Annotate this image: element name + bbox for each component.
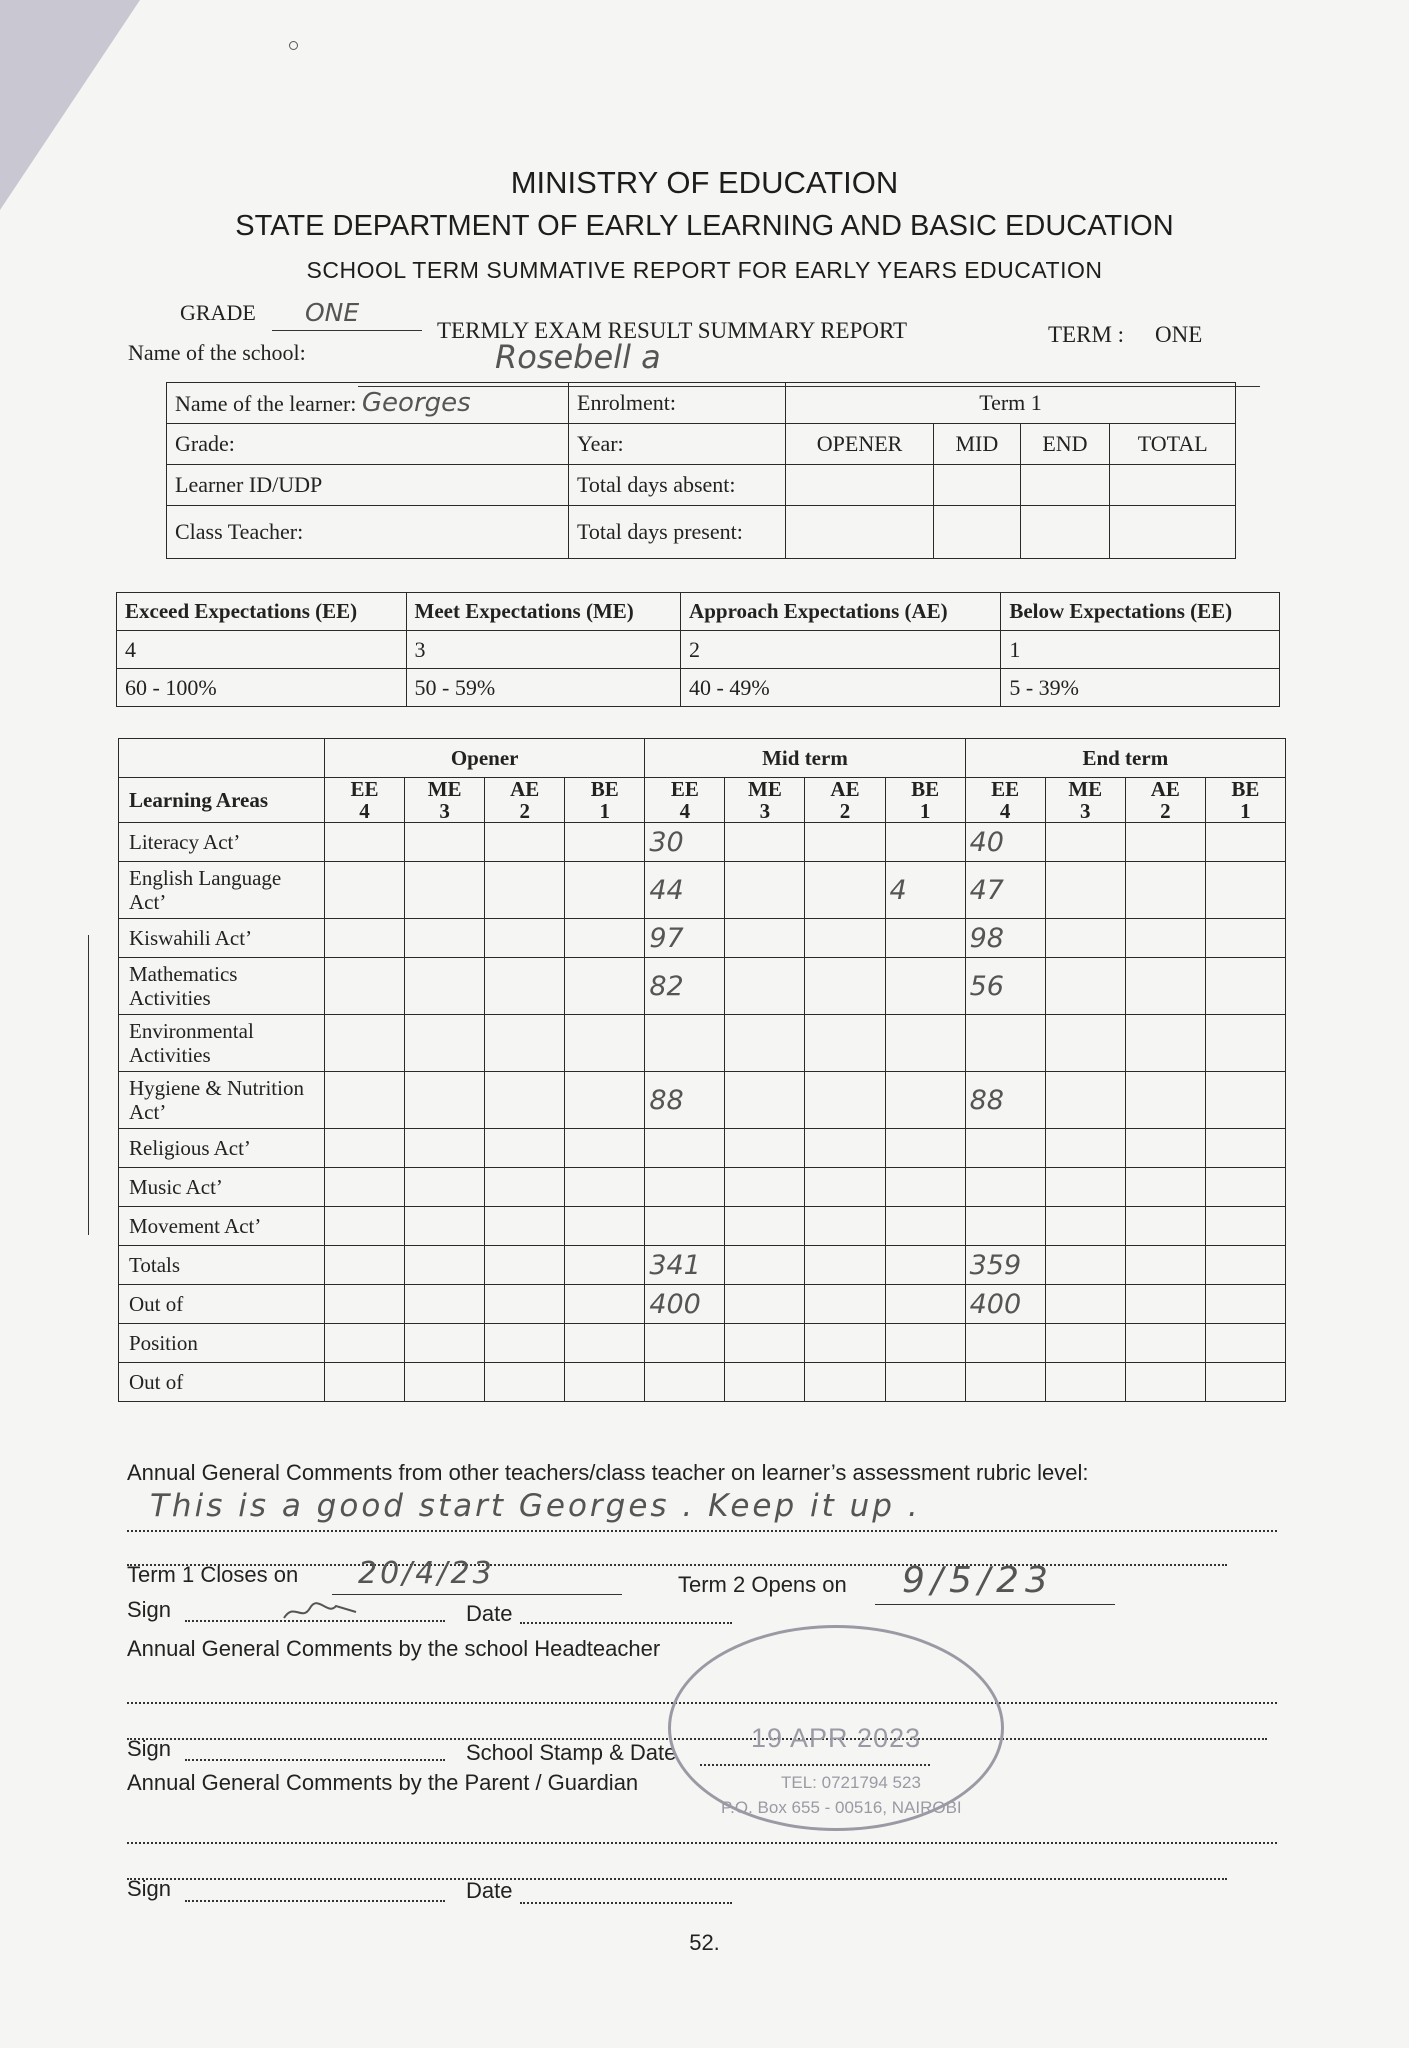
stamp-box: P.O. Box 655 - 00516, NAIROBI bbox=[721, 1798, 962, 1817]
score-cell bbox=[325, 862, 405, 919]
learning-area-label: Out of bbox=[119, 1363, 325, 1402]
score-cell bbox=[565, 1072, 645, 1129]
teacher-date-label: Date bbox=[466, 1601, 513, 1626]
score-cell bbox=[1125, 919, 1205, 958]
rubric-table bbox=[116, 592, 1280, 707]
learning-area-label: Music Act’ bbox=[119, 1168, 325, 1207]
score-cell bbox=[405, 1072, 485, 1129]
score-cell bbox=[725, 1363, 805, 1402]
score-cell bbox=[1125, 1207, 1205, 1246]
score-mid-ee bbox=[645, 1207, 725, 1246]
score-cell bbox=[1205, 1015, 1285, 1072]
score-cell bbox=[725, 1246, 805, 1285]
col-total: TOTAL bbox=[1110, 424, 1236, 465]
score-cell bbox=[1125, 1168, 1205, 1207]
score-cell bbox=[485, 1168, 565, 1207]
score-cell bbox=[885, 1168, 965, 1207]
score-cell bbox=[725, 1015, 805, 1072]
score-cell bbox=[1205, 1129, 1285, 1168]
score-cell bbox=[325, 1285, 405, 1324]
table-row bbox=[119, 1246, 1286, 1285]
sub-level: 4 bbox=[999, 799, 1011, 823]
score-cell bbox=[805, 1129, 885, 1168]
sub-code: EE bbox=[350, 777, 379, 801]
sub-col-ae-0 bbox=[485, 778, 565, 823]
rubric-header-ee: Exceed Expectations (EE) bbox=[117, 593, 407, 631]
sub-code: BE bbox=[590, 777, 619, 801]
term2-opens-label: Term 2 Opens on bbox=[678, 1572, 847, 1597]
rubric-level-4: 4 bbox=[117, 631, 407, 669]
score-cell bbox=[565, 958, 645, 1015]
score-end-ee: 400 bbox=[965, 1285, 1045, 1324]
page-number: 52. bbox=[689, 1930, 720, 1955]
score-cell bbox=[1125, 1363, 1205, 1402]
learner-id-label: Learner ID/UDP bbox=[167, 465, 569, 506]
grade-cell-label: Grade: bbox=[167, 424, 569, 465]
score-mid-ee: 341 bbox=[645, 1246, 725, 1285]
score-cell bbox=[565, 1363, 645, 1402]
score-cell bbox=[325, 823, 405, 862]
score-cell bbox=[805, 1015, 885, 1072]
score-cell bbox=[485, 1129, 565, 1168]
table-row bbox=[119, 958, 1286, 1015]
parent-date-line bbox=[520, 1902, 732, 1904]
sub-col-be-2 bbox=[1205, 778, 1285, 823]
school-label: Name of the school: bbox=[128, 340, 306, 365]
table-row bbox=[119, 1072, 1286, 1129]
period-end: End term bbox=[965, 739, 1285, 778]
learning-area-label: Religious Act’ bbox=[119, 1129, 325, 1168]
score-cell bbox=[325, 1129, 405, 1168]
term2-opens-value: 9/5/23 bbox=[902, 1560, 1054, 1601]
score-cell bbox=[325, 1072, 405, 1129]
score-cell bbox=[885, 1072, 965, 1129]
present-label: Total days present: bbox=[569, 506, 786, 559]
sub-code: ME bbox=[427, 777, 462, 801]
score-mid-ee: 44 bbox=[645, 862, 725, 919]
results-table bbox=[118, 738, 1286, 1402]
score-cell bbox=[405, 862, 485, 919]
score-cell bbox=[725, 823, 805, 862]
learner-name-label: Name of the learner: bbox=[175, 391, 357, 416]
learning-area-label: Mathematics Activities bbox=[119, 958, 325, 1015]
table-row bbox=[119, 1207, 1286, 1246]
score-mid-ee: 88 bbox=[645, 1072, 725, 1129]
score-cell bbox=[565, 1246, 645, 1285]
score-cell bbox=[485, 1285, 565, 1324]
term1-closes-line bbox=[332, 1594, 622, 1595]
sub-level: 1 bbox=[599, 799, 611, 823]
score-cell bbox=[1045, 862, 1125, 919]
score-cell bbox=[405, 1168, 485, 1207]
teacher-signature bbox=[280, 1598, 360, 1626]
sub-code: AE bbox=[830, 777, 860, 801]
score-mid-ee: 400 bbox=[645, 1285, 725, 1324]
score-cell bbox=[805, 1207, 885, 1246]
score-cell bbox=[885, 1015, 965, 1072]
sub-col-me-2 bbox=[1045, 778, 1125, 823]
score-end-ee bbox=[965, 1207, 1045, 1246]
score-cell bbox=[325, 1207, 405, 1246]
score-cell bbox=[565, 1168, 645, 1207]
score-cell bbox=[405, 1363, 485, 1402]
score-cell bbox=[885, 1207, 965, 1246]
score-cell bbox=[565, 919, 645, 958]
score-cell bbox=[805, 958, 885, 1015]
score-mid-ee bbox=[645, 1168, 725, 1207]
score-cell bbox=[725, 919, 805, 958]
score-cell bbox=[805, 823, 885, 862]
score-cell bbox=[405, 823, 485, 862]
score-cell bbox=[885, 1324, 965, 1363]
score-cell bbox=[725, 1168, 805, 1207]
head-sign-label: Sign bbox=[127, 1736, 172, 1761]
score-cell bbox=[1045, 1168, 1125, 1207]
stamp-date-label: School Stamp & Date bbox=[466, 1740, 677, 1765]
sub-col-ee-1 bbox=[645, 778, 725, 823]
score-cell bbox=[405, 1207, 485, 1246]
score-cell bbox=[565, 862, 645, 919]
score-cell bbox=[325, 1324, 405, 1363]
parent-date-label: Date bbox=[466, 1878, 513, 1903]
learning-area-label: English Language Act’ bbox=[119, 862, 325, 919]
learner-name-cell bbox=[167, 383, 569, 424]
score-mid-ee bbox=[645, 1015, 725, 1072]
score-end-ee bbox=[965, 1015, 1045, 1072]
score-cell bbox=[405, 958, 485, 1015]
score-cell bbox=[485, 1207, 565, 1246]
score-end-ee: 98 bbox=[965, 919, 1045, 958]
learner-name-value: Georges bbox=[361, 388, 471, 418]
score-cell bbox=[565, 1129, 645, 1168]
learning-area-label: Position bbox=[119, 1324, 325, 1363]
score-cell bbox=[485, 919, 565, 958]
term-header: Term 1 bbox=[786, 383, 1236, 424]
score-cell bbox=[1125, 1129, 1205, 1168]
score-cell bbox=[565, 1285, 645, 1324]
score-cell bbox=[485, 1246, 565, 1285]
score-cell bbox=[485, 823, 565, 862]
score-end-ee bbox=[965, 1168, 1045, 1207]
score-cell bbox=[1205, 1285, 1285, 1324]
learning-areas-label: Learning Areas bbox=[119, 778, 325, 823]
sub-level: 3 bbox=[439, 799, 450, 823]
score-cell bbox=[1125, 1015, 1205, 1072]
score-cell bbox=[725, 958, 805, 1015]
score-end-ee: 88 bbox=[965, 1072, 1045, 1129]
score-cell bbox=[565, 823, 645, 862]
punch-hole bbox=[289, 41, 298, 50]
score-cell bbox=[725, 1324, 805, 1363]
stamp-tel: TEL: 0721794 523 bbox=[781, 1773, 921, 1792]
parent-sign-label: Sign bbox=[127, 1876, 172, 1901]
year-label: Year: bbox=[569, 424, 786, 465]
sub-level: 1 bbox=[1240, 799, 1251, 823]
score-cell bbox=[1125, 958, 1205, 1015]
score-cell bbox=[565, 1015, 645, 1072]
score-cell bbox=[885, 919, 965, 958]
sub-code: AE bbox=[510, 777, 540, 801]
table-row bbox=[119, 1363, 1286, 1402]
score-cell bbox=[1205, 958, 1285, 1015]
score-mid-ee: 30 bbox=[645, 823, 725, 862]
score-cell bbox=[325, 1168, 405, 1207]
score-end-ee bbox=[965, 1129, 1045, 1168]
score-cell bbox=[1205, 919, 1285, 958]
summary-title: TERMLY EXAM RESULT SUMMARY REPORT bbox=[437, 318, 908, 343]
rubric-header-me: Meet Expectations (ME) bbox=[406, 593, 681, 631]
head-sign-line bbox=[185, 1759, 445, 1761]
score-cell bbox=[1125, 1285, 1205, 1324]
score-cell bbox=[805, 1072, 885, 1129]
score-cell bbox=[1045, 823, 1125, 862]
headteacher-comments-label: Annual General Comments by the school Headteacher bbox=[127, 1636, 661, 1661]
score-cell bbox=[725, 1129, 805, 1168]
score-cell bbox=[885, 1246, 965, 1285]
table-row bbox=[119, 1129, 1286, 1168]
period-mid: Mid term bbox=[645, 739, 965, 778]
learning-area-label: Out of bbox=[119, 1285, 325, 1324]
score-cell bbox=[325, 919, 405, 958]
score-cell bbox=[885, 1285, 965, 1324]
grade-underline bbox=[272, 330, 422, 331]
score-cell bbox=[885, 823, 965, 862]
score-cell bbox=[725, 1207, 805, 1246]
score-cell bbox=[725, 862, 805, 919]
rubric-range-me: 50 - 59% bbox=[406, 669, 681, 707]
period-opener: Opener bbox=[325, 739, 645, 778]
score-cell bbox=[1045, 1246, 1125, 1285]
score-cell bbox=[1205, 1324, 1285, 1363]
rubric-header-be: Below Expectations (EE) bbox=[1001, 593, 1280, 631]
school-stamp bbox=[668, 1625, 1004, 1831]
score-cell bbox=[1205, 1072, 1285, 1129]
score-cell bbox=[565, 1207, 645, 1246]
table-row bbox=[119, 1324, 1286, 1363]
learning-area-label: Environmental Activities bbox=[119, 1015, 325, 1072]
report-title: SCHOOL TERM SUMMATIVE REPORT FOR EARLY YEARS EDUCATION bbox=[306, 257, 1103, 283]
learning-area-label: Movement Act’ bbox=[119, 1207, 325, 1246]
score-cell bbox=[405, 1015, 485, 1072]
score-mid-ee: 82 bbox=[645, 958, 725, 1015]
score-cell bbox=[485, 1072, 565, 1129]
learning-area-label: Hygiene & Nutrition Act’ bbox=[119, 1072, 325, 1129]
score-end-ee: 47 bbox=[965, 862, 1045, 919]
school-value: Rosebell a bbox=[495, 338, 661, 376]
score-cell bbox=[485, 862, 565, 919]
score-cell bbox=[1205, 1246, 1285, 1285]
stamp-date: 19 APR 2023 bbox=[751, 1723, 922, 1753]
score-end-ee: 359 bbox=[965, 1246, 1045, 1285]
col-end: END bbox=[1020, 424, 1110, 465]
score-cell bbox=[565, 1324, 645, 1363]
parent-line-2 bbox=[127, 1878, 1227, 1880]
sub-code: BE bbox=[1231, 777, 1260, 801]
enrolment-label: Enrolment: bbox=[569, 383, 786, 424]
score-cell bbox=[1045, 1324, 1125, 1363]
sub-col-ee-0 bbox=[325, 778, 405, 823]
rubric-range-be: 5 - 39% bbox=[1001, 669, 1280, 707]
table-row bbox=[119, 1285, 1286, 1324]
sub-code: ME bbox=[1068, 777, 1103, 801]
score-cell bbox=[405, 1246, 485, 1285]
sub-level: 3 bbox=[1079, 799, 1091, 823]
sub-col-me-1 bbox=[725, 778, 805, 823]
sub-col-ae-2 bbox=[1125, 778, 1205, 823]
score-cell bbox=[1205, 1363, 1285, 1402]
score-cell bbox=[405, 1324, 485, 1363]
score-cell bbox=[1045, 1285, 1125, 1324]
score-cell bbox=[1045, 1129, 1125, 1168]
term1-closes-label: Term 1 Closes on bbox=[127, 1562, 299, 1587]
score-end-ee: 56 bbox=[965, 958, 1045, 1015]
score-cell bbox=[1045, 958, 1125, 1015]
sub-col-be-1 bbox=[885, 778, 965, 823]
score-cell bbox=[725, 1285, 805, 1324]
score-cell bbox=[1125, 823, 1205, 862]
term-value: ONE bbox=[1155, 322, 1203, 347]
table-row bbox=[119, 1168, 1286, 1207]
sub-level: 2 bbox=[519, 799, 530, 823]
sub-level: 4 bbox=[679, 799, 691, 823]
rubric-range-ee: 60 - 100% bbox=[117, 669, 407, 707]
grade-label: GRADE bbox=[180, 300, 256, 325]
score-cell bbox=[325, 1246, 405, 1285]
absent-label: Total days absent: bbox=[569, 465, 786, 506]
term-label: TERM : bbox=[1048, 322, 1125, 347]
score-cell bbox=[325, 1015, 405, 1072]
rubric-level-3: 3 bbox=[406, 631, 681, 669]
score-cell bbox=[805, 1168, 885, 1207]
score-mid-be: 4 bbox=[885, 862, 965, 919]
score-cell bbox=[1045, 1072, 1125, 1129]
score-mid-ee bbox=[645, 1129, 725, 1168]
sub-level: 4 bbox=[359, 799, 370, 823]
score-cell bbox=[1125, 862, 1205, 919]
score-cell bbox=[885, 958, 965, 1015]
learning-area-label: Totals bbox=[119, 1246, 325, 1285]
score-cell bbox=[1205, 1207, 1285, 1246]
rubric-header-ae: Approach Expectations (AE) bbox=[681, 593, 1001, 631]
score-cell bbox=[805, 1246, 885, 1285]
score-cell bbox=[485, 1015, 565, 1072]
score-mid-ee bbox=[645, 1324, 725, 1363]
score-cell bbox=[405, 919, 485, 958]
score-mid-ee: 97 bbox=[645, 919, 725, 958]
ministry-title: MINISTRY OF EDUCATION bbox=[510, 165, 899, 200]
parent-sign-line bbox=[185, 1900, 445, 1902]
score-cell bbox=[325, 958, 405, 1015]
parent-line-1 bbox=[127, 1842, 1277, 1844]
score-cell bbox=[1205, 1168, 1285, 1207]
score-end-ee: 40 bbox=[965, 823, 1045, 862]
comment-line-1 bbox=[127, 1530, 1277, 1532]
score-cell bbox=[405, 1129, 485, 1168]
sub-code: AE bbox=[1150, 777, 1180, 801]
score-cell bbox=[485, 1363, 565, 1402]
score-cell bbox=[805, 1285, 885, 1324]
sub-col-me-0 bbox=[405, 778, 485, 823]
term1-closes-value: 20/4/23 bbox=[358, 1556, 495, 1591]
score-cell bbox=[1205, 823, 1285, 862]
score-end-ee bbox=[965, 1363, 1045, 1402]
score-cell bbox=[805, 1363, 885, 1402]
margin-line bbox=[88, 935, 89, 1235]
score-cell bbox=[885, 1363, 965, 1402]
score-cell bbox=[1045, 1207, 1125, 1246]
rubric-level-1: 1 bbox=[1001, 631, 1280, 669]
parent-comments-label: Annual General Comments by the Parent / Guardian bbox=[127, 1770, 639, 1795]
table-row bbox=[119, 862, 1286, 919]
term2-opens-line bbox=[875, 1604, 1115, 1605]
table-row bbox=[119, 919, 1286, 958]
class-teacher-label: Class Teacher: bbox=[167, 506, 569, 559]
score-cell bbox=[325, 1363, 405, 1402]
learner-info-table bbox=[166, 382, 1236, 559]
score-cell bbox=[1045, 1015, 1125, 1072]
score-cell bbox=[885, 1129, 965, 1168]
score-cell bbox=[805, 862, 885, 919]
score-cell bbox=[1125, 1246, 1205, 1285]
sub-level: 3 bbox=[759, 799, 771, 823]
sub-level: 1 bbox=[919, 799, 931, 823]
col-mid: MID bbox=[934, 424, 1020, 465]
sub-code: EE bbox=[991, 777, 1020, 801]
table-row bbox=[119, 823, 1286, 862]
score-cell bbox=[1045, 1363, 1125, 1402]
score-mid-ee bbox=[645, 1363, 725, 1402]
sub-code: EE bbox=[670, 777, 699, 801]
score-end-ee bbox=[965, 1324, 1045, 1363]
department-title: STATE DEPARTMENT OF EARLY LEARNING AND BASIC EDUCATION bbox=[235, 210, 1174, 242]
col-opener: OPENER bbox=[786, 424, 934, 465]
score-cell bbox=[1045, 919, 1125, 958]
sub-code: ME bbox=[748, 777, 782, 801]
score-cell bbox=[405, 1285, 485, 1324]
sub-level: 2 bbox=[1160, 799, 1171, 823]
sub-code: BE bbox=[911, 777, 940, 801]
teacher-comments-label: Annual General Comments from other teachers/class teacher on learner’s assessment rubric level: bbox=[127, 1460, 1089, 1485]
learning-area-label: Literacy Act’ bbox=[119, 823, 325, 862]
score-cell bbox=[805, 1324, 885, 1363]
score-cell bbox=[805, 919, 885, 958]
rubric-range-ae: 40 - 49% bbox=[681, 669, 1001, 707]
table-row bbox=[119, 1015, 1286, 1072]
sub-col-ae-1 bbox=[805, 778, 885, 823]
teacher-comment: This is a good start Georges . Keep it up . bbox=[150, 1488, 921, 1524]
sub-level: 2 bbox=[839, 799, 851, 823]
score-cell bbox=[485, 958, 565, 1015]
score-cell bbox=[1125, 1072, 1205, 1129]
teacher-sign-label: Sign bbox=[127, 1597, 172, 1622]
score-cell bbox=[485, 1324, 565, 1363]
learning-area-label: Kiswahili Act’ bbox=[119, 919, 325, 958]
sub-col-ee-2 bbox=[965, 778, 1045, 823]
score-cell bbox=[725, 1072, 805, 1129]
rubric-level-2: 2 bbox=[681, 631, 1001, 669]
grade-value: ONE bbox=[305, 298, 360, 327]
teacher-date-line bbox=[520, 1622, 732, 1624]
score-cell bbox=[1205, 862, 1285, 919]
sub-col-be-0 bbox=[565, 778, 645, 823]
score-cell bbox=[1125, 1324, 1205, 1363]
